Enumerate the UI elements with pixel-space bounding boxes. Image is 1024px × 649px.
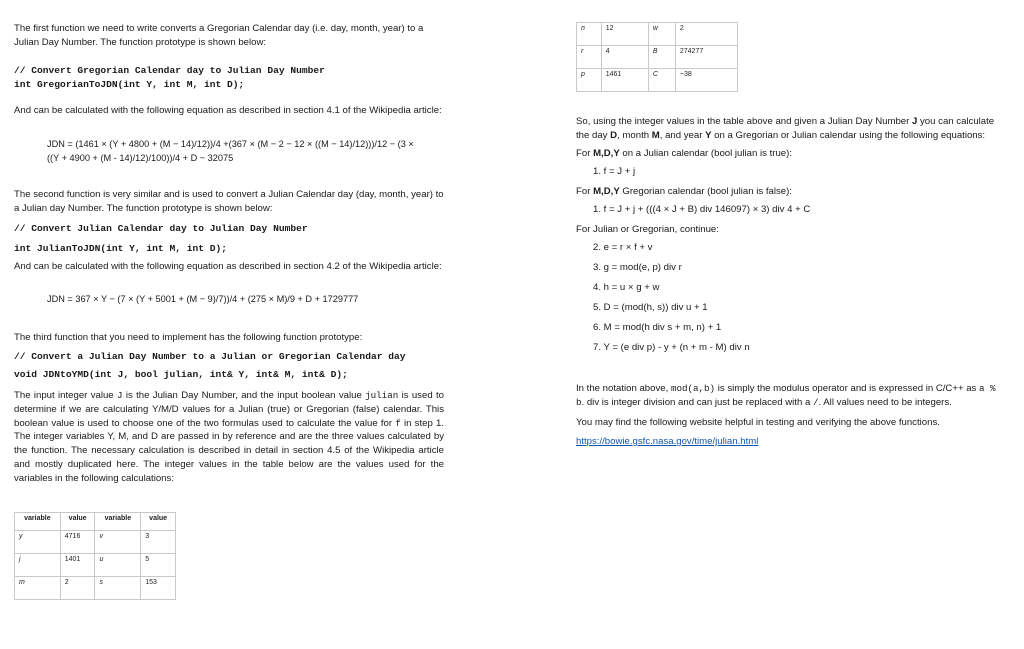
text: J	[912, 116, 918, 127]
table-cell: n	[577, 23, 602, 46]
table-cell: u	[95, 554, 141, 577]
code-prototype: int JulianToJDN(int Y, int M, int D);	[14, 243, 228, 254]
text: For	[576, 186, 594, 197]
inline-code: /	[812, 396, 819, 408]
table-cell: 1461	[601, 69, 648, 92]
code-prototype: int GregorianToJDN(int Y, int M, int D);	[14, 79, 245, 90]
gregorian-step-1: 1. f = J + j + (((4 × J + B) div 146097) × 3) div 4 + C	[593, 204, 811, 215]
table-cell: r	[577, 46, 602, 69]
column-header: value	[141, 513, 176, 531]
equation-line: ((Y + 4900 + (M - 14)/12)/100))/4 + D − 32075	[47, 152, 234, 163]
text: M	[651, 129, 660, 141]
reference-link-row	[576, 435, 1004, 449]
text: M,D,Y	[593, 148, 620, 159]
list-item: 6. M = mod(h div s + m, n) + 1	[593, 322, 722, 333]
list-item: 7. Y = (e div p) - y + (n + m - M) div n	[593, 342, 750, 353]
inline-code: julian	[365, 390, 399, 401]
table-cell: y	[15, 531, 61, 554]
column-header: value	[60, 513, 95, 531]
code-comment: // Convert Gregorian Calendar day to Julian Day Number	[14, 65, 325, 76]
julian-step-1: 1. f = J + j	[593, 166, 636, 177]
so-paragraph	[576, 115, 1004, 143]
code-comment: // Convert Julian Calendar day to Julian Day Number	[14, 223, 308, 234]
text: For	[576, 148, 594, 159]
table-cell: C	[648, 69, 675, 92]
table-cell: v	[95, 531, 141, 554]
reference-link[interactable]: https://bowie.gsfc.nasa.gov/time/julian.html	[576, 436, 759, 447]
text: D	[610, 129, 618, 141]
table-cell: 274277	[675, 46, 737, 69]
text: on a Gregorian or Julian calendar using the following equations:	[711, 129, 986, 141]
text: is simply the modulus operator and is expressed in C/C++ as	[715, 383, 980, 394]
inline-code: J	[116, 390, 123, 401]
table-cell: 153	[141, 577, 176, 600]
text: The input integer value	[14, 390, 117, 401]
table-cell: m	[15, 577, 61, 600]
table-cell: 4	[601, 46, 648, 69]
code-comment: // Convert a Julian Day Number to a Julian or Gregorian Calendar day	[14, 351, 406, 362]
table-cell: 2	[675, 23, 737, 46]
text: So, using the integer values in the table above and given a Julian Day Number	[576, 116, 912, 127]
second-paragraph: The second function is very similar and is used to convert a Julian Calendar day (day, month, year) to a Julian day Number. The function prototype is shown below:	[14, 189, 444, 214]
steps-list	[593, 241, 993, 361]
julian-heading	[576, 147, 1004, 161]
text: M,D,Y	[593, 186, 620, 197]
inline-code: mod(a,b)	[670, 383, 716, 394]
table-cell: 3	[141, 531, 176, 554]
table-cell: −38	[675, 69, 737, 92]
table-cell: w	[648, 23, 675, 46]
table-cell: p	[577, 69, 602, 92]
text: is the Julian Day Number, and the input boolean value	[122, 390, 366, 401]
intro-paragraph: The first function we need to write converts a Gregorian Calendar day (i.e. day, month, year) to a Julian Day Number. The function prototype is shown below:	[14, 23, 424, 48]
column-header: variable	[95, 513, 141, 531]
code-prototype: void JDNtoYMD(int J, bool julian, int& Y, int& M, int& D);	[14, 369, 348, 380]
text: . div is integer division and can just be replaced with a	[581, 396, 813, 408]
inline-code: a % b	[576, 383, 996, 408]
third-paragraph: The third function that you need to implement has the following function prototype:	[14, 332, 363, 343]
website-paragraph: You may find the following website helpful in testing and verifying the above functions.	[576, 417, 940, 428]
continue-heading: For Julian or Gregorian, continue:	[576, 224, 719, 235]
text: , month	[617, 129, 652, 141]
text: on a Julian calendar (bool julian is true):	[619, 148, 792, 159]
text: is used to determine if we are calculating Y/M/D values for a Julian (true) or Gregorian (false) calendar. This boolean value is used to choose one of the two formulas used to calculate the value for	[14, 390, 444, 429]
table-cell: 5	[141, 554, 176, 577]
text: you can calculate the day	[576, 116, 995, 141]
column-header: variable	[15, 513, 61, 531]
description-paragraph	[14, 389, 444, 486]
variables-table-left	[14, 512, 176, 600]
inline-code: f	[395, 417, 401, 429]
table-cell: 12	[601, 23, 648, 46]
table-cell: j	[15, 554, 61, 577]
table-cell: 4716	[60, 531, 95, 554]
table-cell: 1401	[60, 554, 95, 577]
gregorian-heading	[576, 185, 1004, 199]
variables-table-right	[576, 22, 738, 92]
code-block-julian	[14, 222, 454, 256]
code-block-jdn	[14, 350, 454, 382]
calc-paragraph-1: And can be calculated with the following equation as described in section 4.1 of the Wikipedia article:	[14, 105, 442, 116]
table-cell: s	[95, 577, 141, 600]
text: in step 1. The integer variables Y, M, and D are passed in by reference and are the three values calculated by the function. The necessary calculation is described in detail in section 4.5 of the Wikipedia article and mostly duplicated here. The integer values in the table below are the values used for the variables in the following calculations:	[14, 417, 444, 484]
list-item: 4. h = u × g + w	[593, 282, 660, 293]
list-item: 3. g = mod(e, p) div r	[593, 262, 682, 273]
text: Gregorian calendar (bool julian is false):	[619, 186, 792, 197]
text: In the notation above,	[576, 383, 671, 394]
text: Y	[705, 129, 712, 141]
notation-paragraph	[576, 382, 1004, 410]
list-item: 2. e = r × f + v	[593, 242, 653, 253]
equation-line: JDN = (1461 × (Y + 4800 + (M − 14)/12))/4 +(367 × (M − 2 − 12 × ((M − 14)/12)))/12 − (3 ×	[47, 139, 414, 149]
text: . All values need to be integers.	[818, 396, 952, 408]
equation-gregorian	[47, 138, 457, 165]
code-block-gregorian	[14, 64, 454, 92]
list-item: 5. D = (mod(h, s)) div u + 1	[593, 302, 708, 313]
text: , and year	[659, 129, 706, 141]
table-cell: B	[648, 46, 675, 69]
table-cell: 2	[60, 577, 95, 600]
calc-paragraph-2: And can be calculated with the following equation as described in section 4.2 of the Wikipedia article:	[14, 261, 442, 272]
equation-julian: JDN = 367 × Y − (7 × (Y + 5001 + (M − 9)/7))/4 + (275 × M)/9 + D + 1729777	[47, 294, 359, 304]
